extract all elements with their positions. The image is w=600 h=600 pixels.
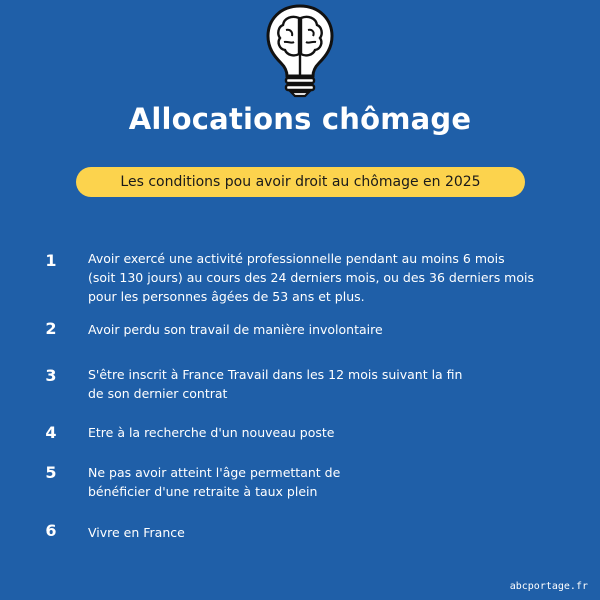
condition-text	[88, 320, 578, 339]
condition-line: Etre à la recherche d'un nouveau poste	[88, 425, 335, 440]
condition-line: Ne pas avoir atteint l'âge permettant de	[88, 465, 341, 480]
condition-line: de son dernier contrat	[88, 386, 228, 401]
condition-text	[88, 423, 578, 442]
subtitle-text: Les conditions pou avoir droit au chômage en 2025	[120, 174, 481, 190]
condition-line: (soit 130 jours) au cours des 24 derniers mois, ou des 36 derniers mois	[88, 270, 534, 285]
condition-number: 5	[45, 463, 57, 482]
condition-text	[88, 249, 578, 306]
lightbulb-brain-icon	[264, 2, 336, 98]
condition-line: Avoir exercé une activité professionnelle pendant au moins 6 mois	[88, 251, 505, 266]
condition-number: 2	[45, 319, 57, 338]
condition-text	[88, 365, 578, 403]
condition-number: 6	[45, 521, 57, 540]
condition-line: Vivre en France	[88, 525, 185, 540]
condition-line: bénéficier d'une retraite à taux plein	[88, 484, 318, 499]
condition-text	[88, 523, 578, 542]
condition-number: 3	[45, 366, 57, 385]
condition-line: S'être inscrit à France Travail dans les 12 mois suivant la fin	[88, 367, 463, 382]
condition-line: pour les personnes âgées de 53 ans et plus.	[88, 289, 365, 304]
website-link[interactable]: abcportage.fr	[509, 581, 588, 592]
condition-line: Avoir perdu son travail de manière involontaire	[88, 322, 383, 337]
subtitle-banner	[76, 167, 525, 197]
condition-text	[88, 463, 578, 501]
page-title: Allocations chômage	[128, 102, 472, 136]
condition-number: 4	[45, 423, 57, 442]
condition-number: 1	[45, 251, 57, 270]
